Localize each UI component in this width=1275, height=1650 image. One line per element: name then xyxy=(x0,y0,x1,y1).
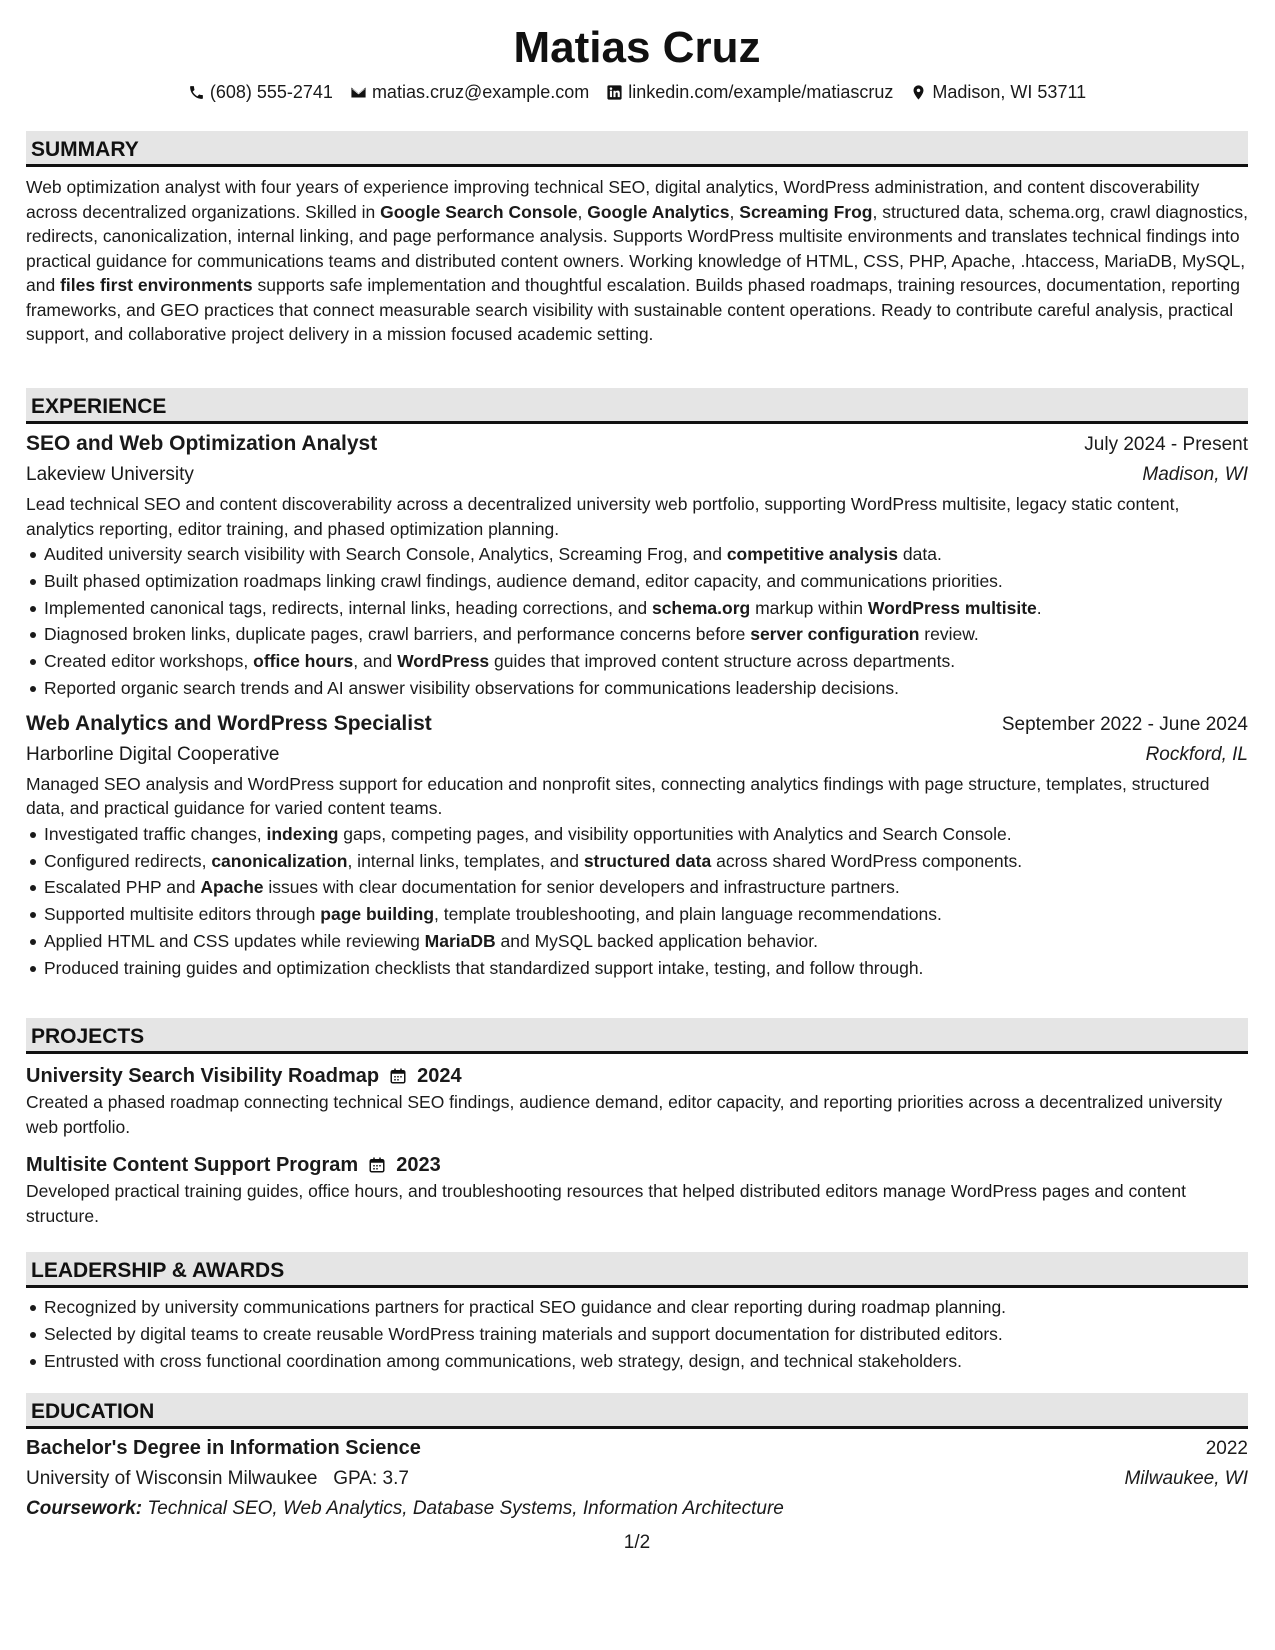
list-item: Implemented canonical tags, redirects, internal links, heading corrections, and schema.org markup within WordPress multisite. xyxy=(44,595,1248,622)
list-item: Created editor workshops, office hours, and WordPress guides that improved content structure across departments. xyxy=(44,648,1248,675)
list-item: Reported organic search trends and AI answer visibility observations for communications leadership decisions. xyxy=(44,675,1248,702)
contact-location xyxy=(910,78,1086,106)
job-title: Web Analytics and WordPress Specialist xyxy=(26,711,432,735)
list-item: Recognized by university communications partners for practical SEO guidance and clear reporting during roadmap planning. xyxy=(44,1294,1248,1321)
education-entry xyxy=(26,1433,1248,1524)
section-heading: SUMMARY xyxy=(26,131,1248,167)
project-title: Multisite Content Support Program xyxy=(26,1154,359,1176)
job-bullets xyxy=(26,541,1248,702)
education-section xyxy=(26,1393,1248,1524)
resume-page xyxy=(26,0,1248,1650)
project-title: University Search Visibility Roadmap xyxy=(26,1065,380,1087)
envelope-icon xyxy=(350,84,367,101)
gpa: GPA: 3.7 xyxy=(333,1468,409,1489)
graduation-year: 2022 xyxy=(1205,1438,1248,1459)
job-description: Lead technical SEO and content discoverability across a decentralized university web portfolio, supporting WordPress multisite, legacy static content, analytics reporting, editor training, and phased optimization planning. xyxy=(26,494,1180,539)
job-entry xyxy=(26,429,1248,702)
project-description: Developed practical training guides, office hours, and troubleshooting resources that helped distributed editors manage WordPress pages and content structure. xyxy=(26,1181,1186,1226)
list-item: Applied HTML and CSS updates while reviewing MariaDB and MySQL backed application behavior. xyxy=(44,928,1248,955)
job-dates: September 2022 - June 2024 xyxy=(1001,713,1248,735)
project-year: 2024 xyxy=(417,1065,462,1087)
experience-section xyxy=(26,388,1248,982)
map-pin-icon xyxy=(910,84,927,101)
leadership-section xyxy=(26,1252,1248,1374)
list-item: Configured redirects, canonicalization, internal links, templates, and structured data across shared WordPress components. xyxy=(44,848,1248,875)
summary-text: Web optimization analyst with four years of experience improving technical SEO, digital analytics, WordPress administration, and content discoverability across decentralized organizations. Skilled in Google Search Console, Google Analytics, Screaming Frog, structured data, schema.org, crawl diagnostics, redirects, canonicalization, internal linking, and page performance analysis. Supports WordPress multisite environments and translates technical findings into practical guidance for communications teams and distributed content owners. Working knowledge of HTML, CSS, PHP, Apache, .htaccess, MariaDB, MySQL, and files first environments supports safe implementation and thoughtful escalation. Builds phased roadmaps, training resources, documentation, reporting frameworks, and GEO practices that connect measurable search visibility with sustainable content operations. Ready to contribute careful analysis, practical support, and collaborative project delivery in a mission focused academic setting. xyxy=(26,177,1248,344)
list-item: Selected by digital teams to create reusable WordPress training materials and support documentation for distributed editors. xyxy=(44,1321,1248,1348)
contact-linkedin[interactable] xyxy=(606,78,893,106)
contact-email[interactable] xyxy=(350,78,589,106)
job-location: Madison, WI xyxy=(1142,464,1248,485)
contact-line xyxy=(26,78,1248,106)
school-location: Milwaukee, WI xyxy=(1124,1468,1248,1489)
projects-section xyxy=(26,1018,1248,1228)
project-entry xyxy=(26,1151,1248,1228)
location-text: Madison, WI 53711 xyxy=(932,82,1087,102)
list-item: Entrusted with cross functional coordination among communications, web strategy, design, and technical stakeholders. xyxy=(44,1348,1248,1375)
candidate-name: Matias Cruz xyxy=(513,23,761,72)
job-organization: Lakeview University xyxy=(26,464,194,485)
summary-section xyxy=(26,131,1248,347)
leadership-bullets xyxy=(26,1294,1248,1374)
section-heading: EDUCATION xyxy=(26,1393,1248,1429)
contact-phone xyxy=(188,78,333,106)
linkedin-link[interactable]: linkedin.com/example/matiascruz xyxy=(628,82,894,102)
list-item: Escalated PHP and Apache issues with clear documentation for senior developers and infrastructure partners. xyxy=(44,874,1248,901)
job-dates: July 2024 - Present xyxy=(1084,434,1248,455)
job-bullets xyxy=(26,821,1248,982)
school-name: University of Wisconsin Milwaukee xyxy=(26,1468,318,1489)
section-heading: LEADERSHIP & AWARDS xyxy=(26,1252,1248,1288)
project-entry xyxy=(26,1062,1248,1139)
list-item: Investigated traffic changes, indexing gaps, competing pages, and visibility opportunities with Analytics and Search Console. xyxy=(44,821,1248,848)
list-item: Diagnosed broken links, duplicate pages, crawl barriers, and performance concerns before server configuration review. xyxy=(44,621,1248,648)
degree: Bachelor's Degree in Information Science xyxy=(26,1437,421,1459)
project-year: 2023 xyxy=(396,1154,441,1176)
coursework-label: Coursework: xyxy=(26,1498,143,1519)
job-location: Rockford, IL xyxy=(1145,743,1248,765)
calendar-icon xyxy=(389,1067,407,1085)
list-item: Built phased optimization roadmaps linking crawl findings, audience demand, editor capacity, and communications priorities. xyxy=(44,568,1248,595)
linkedin-icon xyxy=(606,84,623,101)
list-item: Audited university search visibility with Search Console, Analytics, Screaming Frog, and competitive analysis data. xyxy=(44,541,1248,568)
job-title: SEO and Web Optimization Analyst xyxy=(26,432,378,455)
email-link[interactable]: matias.cruz@example.com xyxy=(371,82,590,102)
list-item: Supported multisite editors through page building, template troubleshooting, and plain language recommendations. xyxy=(44,901,1248,928)
page-number: 1/2 xyxy=(623,1532,651,1553)
job-entry xyxy=(26,709,1248,982)
section-heading: EXPERIENCE xyxy=(26,388,1248,424)
phone-text: (608) 555-2741 xyxy=(209,82,333,102)
job-description: Managed SEO analysis and WordPress support for education and nonprofit sites, connecting analytics findings with page structure, templates, structured data, and practical guidance for varied content teams. xyxy=(26,773,1210,819)
calendar-icon xyxy=(368,1156,386,1174)
section-heading: PROJECTS xyxy=(26,1018,1248,1054)
coursework xyxy=(26,1494,1248,1524)
job-organization: Harborline Digital Cooperative xyxy=(26,743,280,765)
coursework-list: Technical SEO, Web Analytics, Database Systems, Information Architecture xyxy=(147,1498,784,1519)
list-item: Produced training guides and optimization checklists that standardized support intake, testing, and follow through. xyxy=(44,955,1248,982)
project-description: Created a phased roadmap connecting technical SEO findings, audience demand, editor capacity, and reporting priorities across a decentralized university web portfolio. xyxy=(26,1092,1223,1137)
phone-icon xyxy=(188,84,205,101)
